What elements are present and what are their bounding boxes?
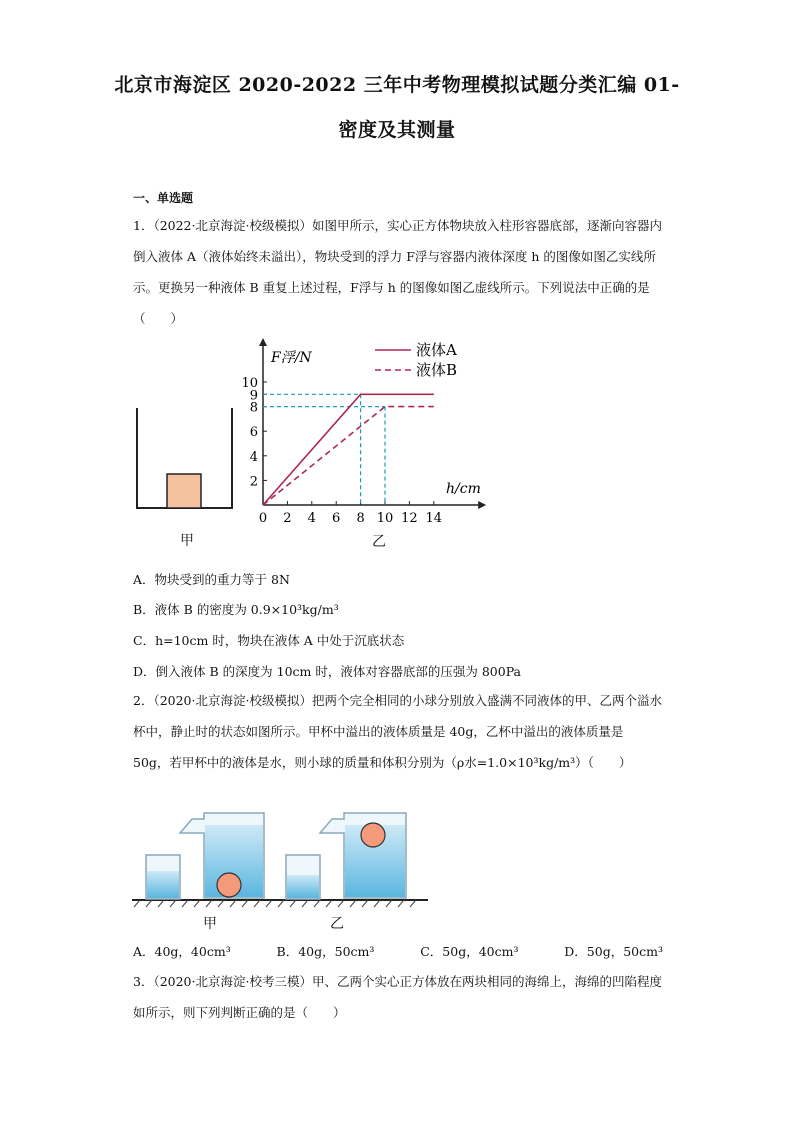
q2-options	[133, 942, 663, 960]
q1-option-d: D．倒入液体 B 的深度为 10cm 时，液体对容器底部的压强为 800Pa	[133, 664, 521, 679]
x-tick-label: 4	[307, 511, 316, 526]
q2-figure-label-yi: 乙	[330, 916, 344, 932]
y-tick-label: 9	[249, 388, 258, 404]
q2-option-c: C．50g，40cm³	[420, 944, 519, 959]
figure-overflow-cups	[130, 805, 430, 915]
y-axis-label: F浮/N	[271, 350, 312, 366]
q1-option-a: A．物块受到的重力等于 8N	[133, 572, 290, 587]
x-tick-label: 2	[283, 511, 292, 526]
question-3-text: 3．（2020·北京海淀·校考三模）甲、乙两个实心正方体放在两块相同的海绵上，海绵的凹陷程度如所示，则下列判断正确的是（ ）	[133, 974, 662, 1020]
y-tick-label: 4	[249, 449, 258, 465]
figure-label-yi: 乙	[372, 534, 386, 550]
x-tick-label: 6	[332, 511, 341, 526]
buoyancy-chart	[235, 338, 495, 528]
q2-option-d: D．50g，50cm³	[564, 944, 663, 959]
figure-label-jia: 甲	[180, 533, 194, 549]
x-tick-label: 8	[356, 511, 365, 526]
question-1-text: 1．（2022·北京海淀·校级模拟）如图甲所示，实心正方体物块放入柱形容器底部，逐渐向容器内倒入液体 A（液体始终未溢出），物块受到的浮力 F浮与容器内液体深度 h 的图像如图乙实线所示。更换另一种液体 B 重复上述过程，F浮与 h 的图像如图乙虚线所示。下列说法中正确的是（ ）	[133, 218, 662, 326]
y-tick-label: 8	[249, 400, 258, 416]
series-line-a	[263, 394, 434, 505]
y-tick-label: 6	[249, 425, 258, 441]
question-2-text: 2．（2020·北京海淀·校级模拟）把两个完全相同的小球分别放入盛满不同液体的甲、乙两个溢水杯中，静止时的状态如图所示。甲杯中溢出的液体质量是 40g，乙杯中溢出的液体质量是 50g，若甲杯中的液体是水，则小球的质量和体积分别为（ρ水=1.0×10³kg/m³）（ ）	[133, 693, 662, 770]
x-tick-label: 0	[258, 511, 268, 526]
y-axis-arrow	[259, 338, 267, 346]
q1-option-c: C．h=10cm 时，物块在液体 A 中处于沉底状态	[133, 633, 405, 648]
legend-label-a: 液体A	[416, 341, 457, 359]
y-tick-label: 10	[241, 376, 258, 391]
q2-option-b: B．40g，50cm³	[276, 944, 375, 959]
legend-label-b: 液体B	[416, 361, 458, 379]
q1-option-b: B．液体 B 的密度为 0.9×10³kg/m³	[133, 602, 339, 617]
figure-container-jia	[130, 400, 240, 515]
x-tick-label: 12	[401, 511, 418, 526]
series-line-b	[263, 407, 434, 505]
q2-figure-label-jia: 甲	[203, 916, 217, 932]
x-tick-label: 10	[376, 511, 394, 526]
q2-option-a: A．40g，40cm³	[133, 944, 231, 959]
page-title-line1: 北京市海淀区 2020-2022 三年中考物理模拟试题分类汇编 01-	[114, 74, 680, 96]
page-title-line2: 密度及其测量	[338, 119, 456, 141]
x-tick-label: 14	[425, 511, 443, 526]
section-heading: 一、单选题	[133, 191, 194, 205]
y-tick-label: 2	[249, 474, 258, 490]
x-axis-label: h/cm	[446, 481, 481, 497]
x-axis-arrow	[478, 501, 486, 509]
